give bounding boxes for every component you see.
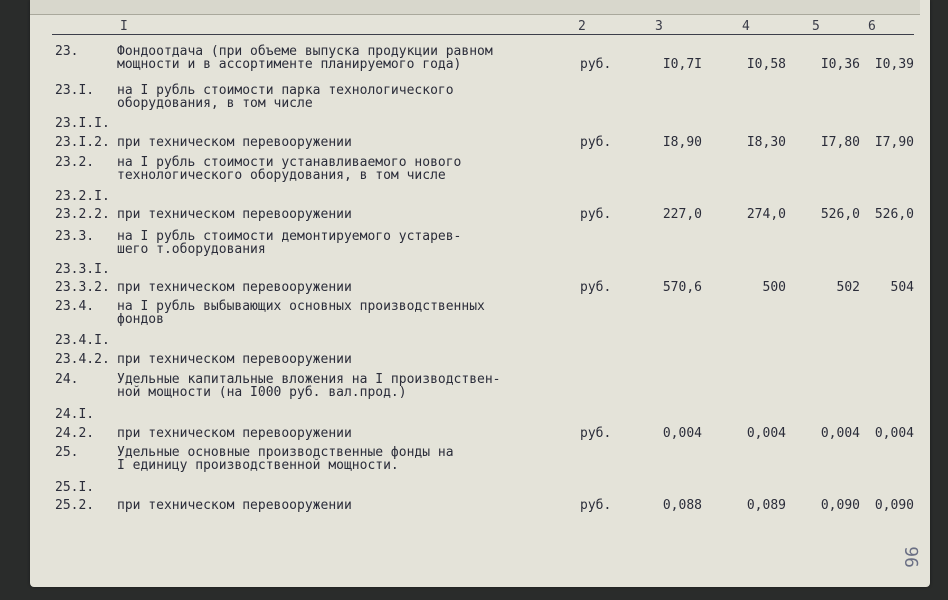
row-text: Удельные капитальные вложения на I производствен- <box>117 372 501 387</box>
unit-cell: руб. <box>580 280 612 295</box>
value-col6: 0,004 <box>874 426 914 441</box>
row-number: 23.2. <box>55 155 95 170</box>
value-col6: I0,39 <box>874 57 914 72</box>
value-col4: 500 <box>762 280 786 295</box>
header-rule <box>52 34 914 35</box>
column-header-5: 5 <box>812 19 820 34</box>
value-col6: I7,90 <box>874 135 914 150</box>
row-text-continued: оборудования, в том числе <box>117 96 313 111</box>
row-text: при техническом перевооружении <box>117 135 352 150</box>
row-number: 24.I. <box>55 407 95 422</box>
row-text: при техническом перевооружении <box>117 207 352 222</box>
value-col4: I8,30 <box>746 135 786 150</box>
value-col3: 0,004 <box>662 426 702 441</box>
column-header-6: 6 <box>868 19 876 34</box>
row-number: 23.2.I. <box>55 189 110 204</box>
value-col4: 274,0 <box>746 207 786 222</box>
row-number: 25.I. <box>55 480 95 495</box>
column-header-3: 3 <box>655 19 663 34</box>
row-number: 24. <box>55 372 79 387</box>
value-col5: 502 <box>836 280 860 295</box>
value-col3: 227,0 <box>662 207 702 222</box>
row-number: 25.2. <box>55 498 95 513</box>
row-number: 23.I.2. <box>55 135 110 150</box>
row-text: на I рубль выбывающих основных производственных <box>117 299 485 314</box>
column-header-1: I <box>120 19 128 34</box>
row-text-continued: I единицу производственной мощности. <box>117 458 399 473</box>
row-text: на I рубль стоимости устанавливаемого нового <box>117 155 462 170</box>
unit-cell: руб. <box>580 57 612 72</box>
row-number: 25. <box>55 445 79 460</box>
previous-page-edge <box>30 0 920 15</box>
row-text-continued: шего т.оборудования <box>117 242 266 257</box>
row-text: при техническом перевооружении <box>117 426 352 441</box>
row-number: 23.3.2. <box>55 280 110 295</box>
row-number: 23.I.I. <box>55 116 110 131</box>
row-text: при техническом перевооружении <box>117 352 352 367</box>
value-col4: I0,58 <box>746 57 786 72</box>
unit-cell: руб. <box>580 426 612 441</box>
value-col5: 0,004 <box>820 426 860 441</box>
value-col3: 0,088 <box>662 498 702 513</box>
value-col5: I0,36 <box>820 57 860 72</box>
row-text: Удельные основные производственные фонды на <box>117 445 454 460</box>
value-col3: I8,90 <box>662 135 702 150</box>
value-col3: 570,6 <box>662 280 702 295</box>
row-number: 24.2. <box>55 426 95 441</box>
row-text: на I рубль стоимости демонтируемого устарев- <box>117 229 462 244</box>
value-col4: 0,089 <box>746 498 786 513</box>
row-text: Фондоотдача (при объеме выпуска продукции равном <box>117 44 493 59</box>
value-col6: 526,0 <box>874 207 914 222</box>
row-text-continued: фондов <box>117 312 164 327</box>
row-number: 23.2.2. <box>55 207 110 222</box>
value-col5: 0,090 <box>820 498 860 513</box>
value-col4: 0,004 <box>746 426 786 441</box>
value-col6: 0,090 <box>874 498 914 513</box>
value-col3: I0,7I <box>662 57 702 72</box>
row-text-continued: технологического оборудования, в том числе <box>117 168 446 183</box>
row-number: 23.4.I. <box>55 333 110 348</box>
row-text-continued: ной мощности (на I000 руб. вал.прод.) <box>117 385 407 400</box>
unit-cell: руб. <box>580 207 612 222</box>
value-col5: I7,80 <box>820 135 860 150</box>
value-col6: 504 <box>890 280 914 295</box>
value-col5: 526,0 <box>820 207 860 222</box>
column-header-4: 4 <box>742 19 750 34</box>
column-header-2: 2 <box>578 19 586 34</box>
row-number: 23.4. <box>55 299 95 314</box>
row-text-continued: мощности и в ассортименте планируемого года) <box>117 57 462 72</box>
row-number: 23.3.I. <box>55 262 110 277</box>
unit-cell: руб. <box>580 135 612 150</box>
row-number: 23. <box>55 44 79 59</box>
row-number: 23.4.2. <box>55 352 110 367</box>
unit-cell: руб. <box>580 498 612 513</box>
row-text: при техническом перевооружении <box>117 280 352 295</box>
page-number: 96 <box>901 546 923 568</box>
row-number: 23.3. <box>55 229 95 244</box>
row-text: на I рубль стоимости парка технологического <box>117 83 454 98</box>
row-text: при техническом перевооружении <box>117 498 352 513</box>
row-number: 23.I. <box>55 83 95 98</box>
